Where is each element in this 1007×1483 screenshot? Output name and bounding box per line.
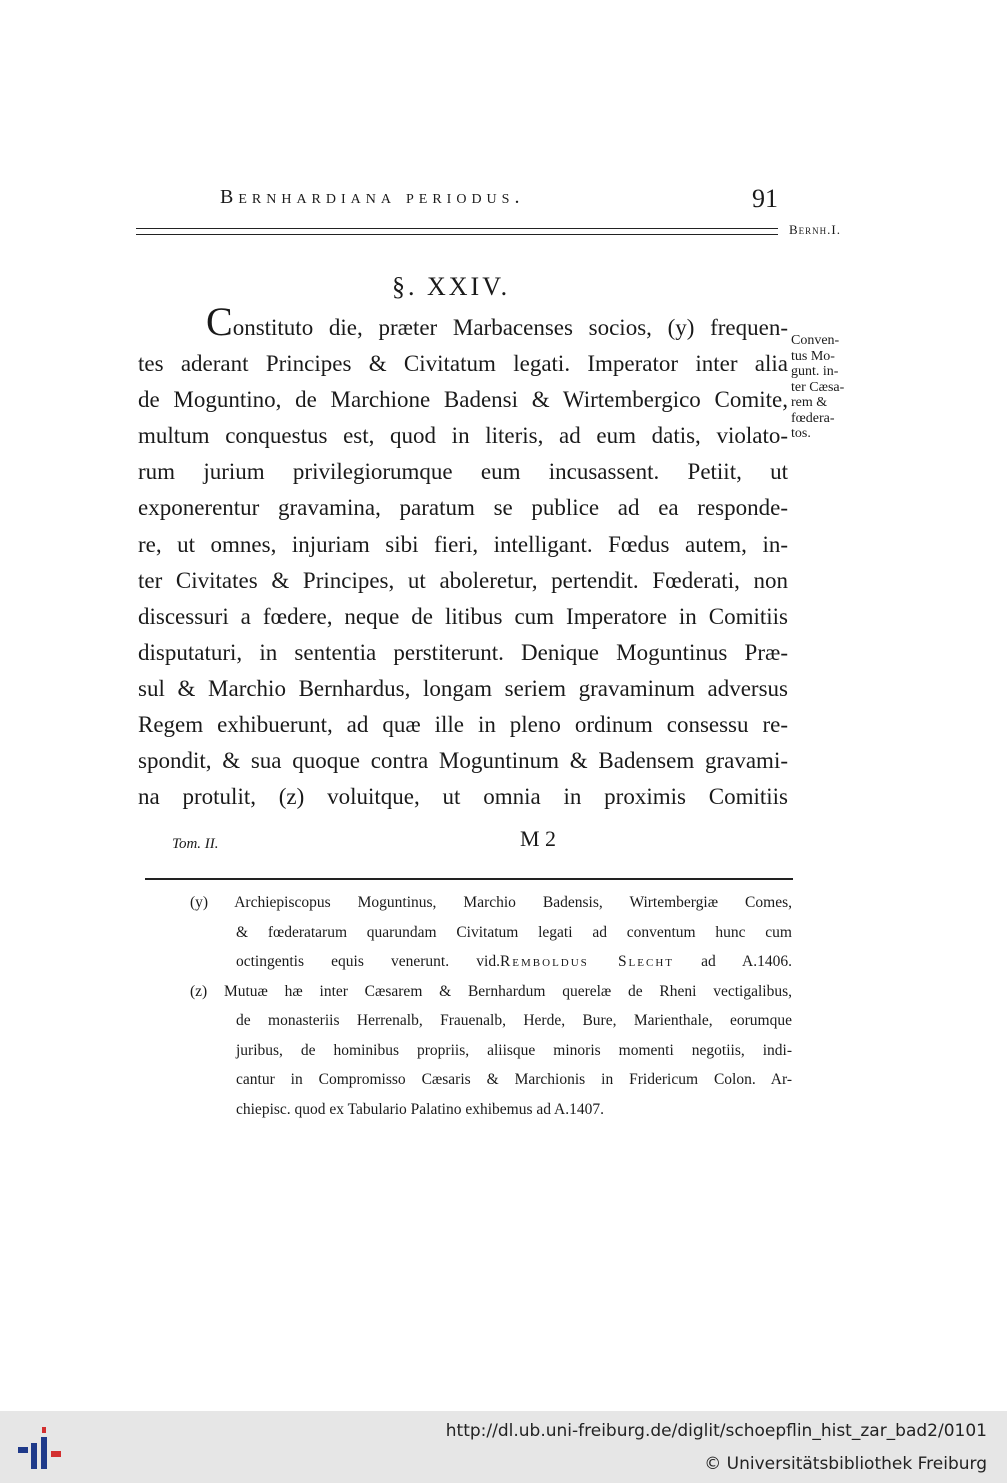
copyright-notice: © Universitätsbibliothek Freiburg [704,1454,987,1474]
marginal-line: Conven- [791,333,840,348]
marginal-line: tos. [791,426,811,441]
marginal-line: ter Cæsa- [791,379,845,395]
source-url-link[interactable]: http://dl.ub.uni-freiburg.de/diglit/schoepflin_hist_zar_bad2/0101 [445,1421,987,1441]
body-line: discessuri a fœdere, neque de litibus cum Imperatore in Comitiis [138,603,788,629]
signature-mark: Tom. II. [172,836,219,852]
footnote-text: octingentis equis venerunt. vid. [236,953,500,970]
catchword: M 2 [520,826,557,851]
footnote-text: ad A.1406. [701,953,792,970]
dropcap: C [206,299,233,344]
footnote-line: cantur in Compromisso Cæsaris & Marchionis in Fridericum Colon. Ar- [236,1071,792,1088]
body-line: ter Civitates & Principes, ut aboleretur, pertendit. Fœderati, non [138,567,788,593]
footnote-line [190,977,792,1007]
footnote-mark: (z) [190,982,208,1000]
viewer-footer [0,1411,1007,1483]
header-rule [136,228,778,229]
marginal-line: rem & [791,395,828,410]
footnote-line: chiepisc. quod ex Tabulario Palatino exhibemus ad A.1407. [236,1100,604,1118]
body-line: Regem exhibuerunt, ad quæ ille in pleno ordinum consessu re- [138,712,788,738]
body-line: spondit, & sua quoque contra Moguntinum & Badensem gravami- [138,748,788,774]
footnote-text: Archiepiscopus Moguntinus, Marchio Badensis, Wirtembergiæ Comes, [234,894,792,911]
body-line: sul & Marchio Bernhardus, longam seriem gravaminum adversus [138,675,788,701]
footnote-line: juribus, de hominibus propriis, aliisque minoris momenti negotiis, indi- [236,1041,792,1059]
footnote-rule [145,878,793,880]
footnote-author: Remboldus Slecht [499,953,674,970]
body-line: na protulit, (z) voluitque, ut omnia in proximis Comitiis [138,784,788,810]
body-line: tes aderant Principes & Civitatum legati. Imperator inter alia [138,351,788,377]
body-text [138,299,788,815]
body-line: multum conquestus est, quod in literis, ad eum datis, violato- [138,423,788,449]
footnote-line [190,888,792,918]
ub-freiburg-logo-icon [18,1421,64,1473]
marginal-note [791,333,861,442]
header-rule-second [136,234,778,235]
footnotes [190,888,792,1124]
running-head: Bernhardiana periodus. [220,186,525,208]
marginal-line: tus Mo- [791,348,835,364]
margin-tag: Bernh.I. [789,222,841,237]
marginal-line: gunt. in- [791,364,839,379]
footnote-text: Mutuæ hæ inter Cæsarem & Bernhardum querelæ de Rheni vectigalibus, [223,982,792,1000]
footnote-line: & fœderatarum quarundam Civitatum legati ad conventum hunc cum [236,923,792,941]
footnote-line: de monasteriis Herrenalb, Frauenalb, Herde, Bure, Marienthale, eorumque [236,1012,792,1029]
body-line-text: onstituto die, præter Marbacenses socios, (y) frequen- [232,315,788,340]
body-line: de Moguntino, de Marchione Badensi & Wirtembergico Comite, [138,387,788,413]
body-line: rum jurium privilegiorumque eum incusassent. Petiit, ut [138,459,788,485]
page-number: 91 [752,184,778,213]
section-title: §. XXIV. [392,272,511,301]
body-line: disputaturi, in sententia perstiterunt. Denique Moguntinus Præ- [138,639,788,665]
footnote-line [190,947,792,977]
body-line: exponerentur gravamina, paratum se publice ad ea responde- [138,495,788,521]
body-line: re, ut omnes, injuriam sibi fieri, intelligant. Fœdus autem, in- [138,531,788,557]
body-line [138,299,788,346]
footnote-mark: (y) [190,894,209,911]
marginal-line: fœdera- [791,410,835,426]
